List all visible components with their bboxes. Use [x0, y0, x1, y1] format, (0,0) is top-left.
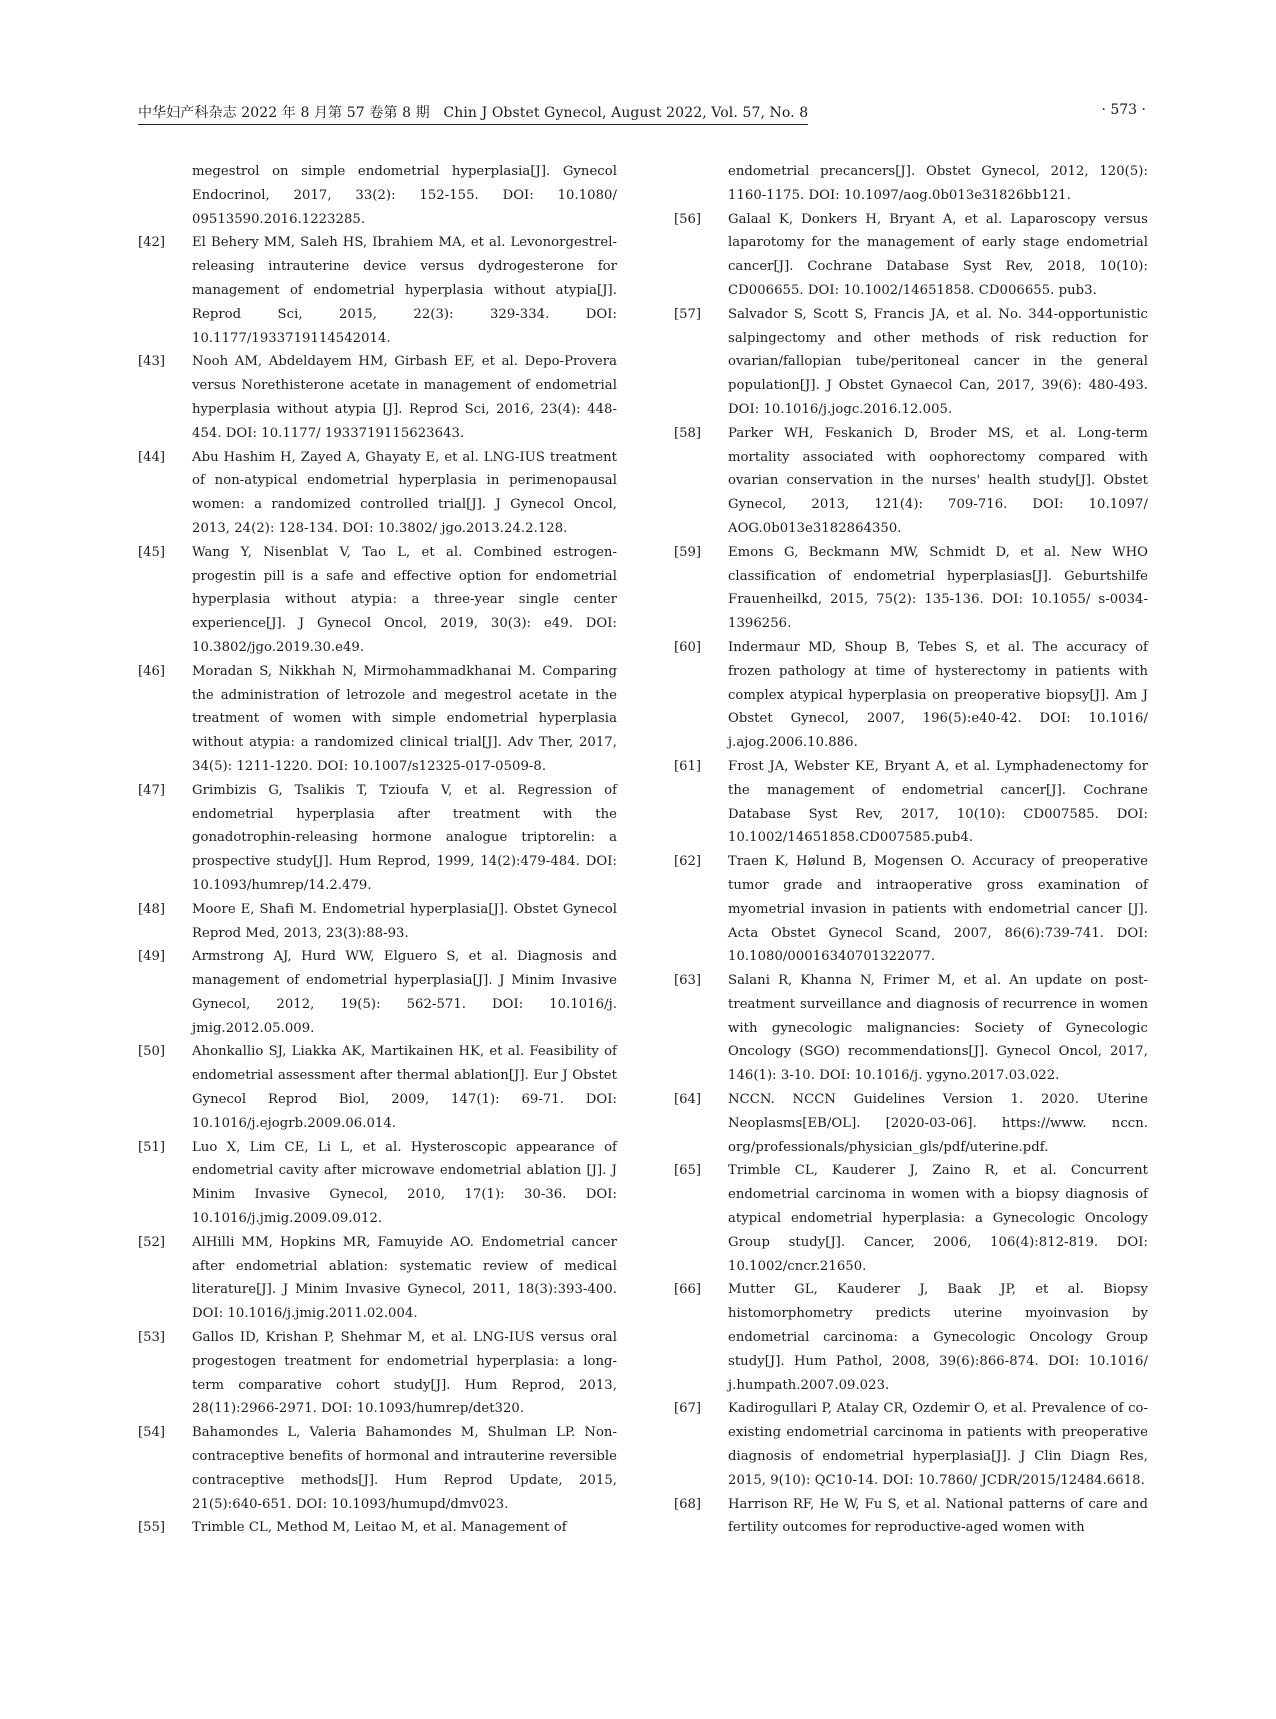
reference-number: [51] [138, 1139, 166, 1155]
reference-text: Moradan S, Nikkhah N, Mirmohammadkhanai M. Comparing the administration of letrozole and megestrol acetate in the treatment of women with simple endometrial hyperplasia without atypia: a randomized clinical trial[J]. Adv Ther, 2017, 34(5): 1211-1220. DOI: 10.1007/s12325-017-0509-8. [192, 663, 617, 774]
reference-number: [52] [138, 1234, 166, 1250]
reference-number: [56] [674, 211, 702, 227]
reference-number: [58] [674, 425, 702, 441]
reference-text: Grimbizis G, Tsalikis T, Tzioufa V, et al. Regression of endometrial hyperplasia after treatment with the gonadotrophin-releasing hormone analogue triptorelin: a prospective study[J]. Hum Reprod, 1999, 14(2):479-484. DOI: 10.1093/humrep/14.2.479. [192, 782, 617, 893]
reference-entry [674, 1493, 1148, 1541]
reference-text: endometrial precancers[J]. Obstet Gynecol, 2012, 120(5): 1160-1175. DOI: 10.1097/aog.0b013e31826bb121. [728, 164, 1148, 203]
reference-entry [138, 541, 617, 660]
reference-entry [138, 1516, 617, 1540]
reference-column-left [138, 160, 617, 1540]
reference-entry [138, 1231, 617, 1326]
reference-entry [138, 446, 617, 541]
reference-number: [45] [138, 544, 166, 560]
reference-entry [674, 541, 1148, 636]
reference-entry [674, 1159, 1148, 1278]
reference-number: [42] [138, 235, 166, 251]
reference-number: [50] [138, 1044, 166, 1060]
reference-number: [64] [674, 1092, 702, 1108]
reference-entry [138, 1326, 617, 1421]
reference-number: [54] [138, 1425, 166, 1441]
reference-entry [674, 1397, 1148, 1492]
reference-entry [138, 779, 617, 898]
reference-number: [55] [138, 1520, 166, 1536]
journal-citation-line [138, 102, 808, 125]
page-number: · 573 · [1101, 102, 1146, 118]
reference-number: [59] [674, 544, 702, 560]
reference-number: [44] [138, 449, 166, 465]
reference-text: Indermaur MD, Shoup B, Tebes S, et al. The accuracy of frozen pathology at time of hysterectomy in patients with complex atypical hyperplasia on preoperative biopsy[J]. Am J Obstet Gynecol, 2007, 196(5):e40-42. DOI: 10.1016/ j.ajog.2006.10.886. [728, 639, 1148, 751]
reference-number: [60] [674, 639, 702, 655]
reference-number: [49] [138, 949, 166, 965]
reference-number: [46] [138, 663, 166, 679]
reference-entry [674, 636, 1148, 755]
reference-text: Armstrong AJ, Hurd WW, Elguero S, et al. Diagnosis and management of endometrial hyperplasia[J]. J Minim Invasive Gynecol, 2012, 19(5): 562-571. DOI: 10.1016/j. jmig.2012.05.009. [192, 949, 617, 1036]
reference-entry [674, 755, 1148, 850]
reference-entry [138, 160, 617, 231]
reference-text: Kadirogullari P, Atalay CR, Ozdemir O, et al. Prevalence of co-existing endometrial carcinoma in patients with preoperative diagnosis of endometrial hyperplasia[J]. J Clin Diagn Res, 2015, 9(10): QC10-14. DOI: 10.7860/ JCDR/2015/12484.6618. [728, 1401, 1148, 1488]
reference-text: Trimble CL, Kauderer J, Zaino R, et al. Concurrent endometrial carcinoma in women with a biopsy diagnosis of atypical endometrial hyperplasia: a Gynecologic Oncology Group study[J]. Cancer, 2006, 106(4):812-819. DOI: 10.1002/cncr.21650. [728, 1163, 1148, 1274]
reference-text: Galaal K, Donkers H, Bryant A, et al. Laparoscopy versus laparotomy for the management of early stage endometrial cancer[J]. Cochrane Database Syst Rev, 2018, 10(10): CD006655. DOI: 10.1002/14651858. CD006655. pub3. [728, 211, 1148, 298]
reference-text: NCCN. NCCN Guidelines Version 1. 2020. Uterine Neoplasms[EB/OL]. [2020-03-06]. https://www. nccn. org/professionals/physician_gls/pdf/uterine.pdf. [728, 1092, 1148, 1155]
reference-number: [62] [674, 854, 702, 870]
reference-text: Salvador S, Scott S, Francis JA, et al. No. 344-opportunistic salpingectomy and other methods of risk reduction for ovarian/fallopian tube/peritoneal cancer in the general population[J]. J Obstet Gynaecol Can, 2017, 39(6): 480-493. DOI: 10.1016/j.jogc.2016.12.005. [728, 306, 1148, 417]
reference-entry [674, 850, 1148, 969]
reference-entry [674, 969, 1148, 1088]
journal-title-cn: 中华妇产科杂志 2022 年 8 月第 57 卷第 8 期 [138, 105, 430, 121]
reference-text: Traen K, Hølund B, Mogensen O. Accuracy of preoperative tumor grade and intraoperative gross examination of myometrial invasion in patients with endometrial cancer [J]. Acta Obstet Gynecol Scand, 2007, 86(6):739-741. DOI: 10.1080/00016340701322077. [728, 854, 1148, 965]
reference-entry [674, 422, 1148, 541]
reference-text: Harrison RF, He W, Fu S, et al. National patterns of care and fertility outcomes for reproductive-aged women with [728, 1496, 1148, 1536]
reference-entry [674, 1278, 1148, 1397]
reference-entry [138, 350, 617, 445]
reference-entry [138, 1136, 617, 1231]
reference-entry [674, 208, 1148, 303]
reference-number: [47] [138, 782, 166, 798]
reference-text: Luo X, Lim CE, Li L, et al. Hysteroscopic appearance of endometrial cavity after microwave endometrial ablation [J]. J Minim Invasive Gynecol, 2010, 17(1): 30-36. DOI: 10.1016/j.jmig.2009.09.012. [192, 1139, 617, 1227]
journal-title-en: Chin J Obstet Gynecol, August 2022, Vol. 57, No. 8 [443, 105, 809, 121]
reference-number: [63] [674, 973, 702, 989]
reference-number: [66] [674, 1282, 702, 1298]
reference-entry [138, 1421, 617, 1516]
reference-text: AlHilli MM, Hopkins MR, Famuyide AO. Endometrial cancer after endometrial ablation: systematic review of medical literature[J]. J Minim Invasive Gynecol, 2011, 18(3):393-400. DOI: 10.1016/j.jmig.2011.02.004. [192, 1234, 617, 1322]
reference-number: [61] [674, 758, 702, 774]
reference-text: megestrol on simple endometrial hyperplasia[J]. Gynecol Endocrinol, 2017, 33(2): 152-155. DOI: 10.1080/ 09513590.2016.1223285. [192, 164, 617, 227]
reference-number: [53] [138, 1330, 166, 1346]
reference-text: Nooh AM, Abdeldayem HM, Girbash EF, et al. Depo-Provera versus Norethisterone acetate in management of endometrial hyperplasia without atypia [J]. Reprod Sci, 2016, 23(4): 448-454. DOI: 10.1177/ 1933719115623643. [192, 354, 617, 441]
reference-entry [138, 1040, 617, 1135]
reference-entry [674, 303, 1148, 422]
reference-text: Gallos ID, Krishan P, Shehmar M, et al. LNG-IUS versus oral progestogen treatment for endometrial hyperplasia: a long-term comparative cohort study[J]. Hum Reprod, 2013, 28(11):2966-2971. DOI: 10.1093/humrep/det320. [192, 1330, 617, 1417]
reference-entry [674, 1088, 1148, 1159]
reference-number: [68] [674, 1496, 702, 1512]
reference-column-right [674, 160, 1148, 1540]
reference-number: [65] [674, 1163, 702, 1179]
reference-text: Wang Y, Nisenblat V, Tao L, et al. Combined estrogen-progestin pill is a safe and effective option for endometrial hyperplasia without atypia: a three-year single center experience[J]. J Gynecol Oncol, 2019, 30(3): e49. DOI: 10.3802/jgo.2019.30.e49. [192, 544, 617, 655]
reference-text: El Behery MM, Saleh HS, Ibrahiem MA, et al. Levonorgestrel-releasing intrauterine device versus dydrogesterone for management of endometrial hyperplasia without atypia[J]. Reprod Sci, 2015, 22(3): 329-334. DOI: 10.1177/1933719114542014. [192, 235, 617, 346]
reference-text: Abu Hashim H, Zayed A, Ghayaty E, et al. LNG-IUS treatment of non-atypical endometrial hyperplasia in perimenopausal women: a randomized controlled trial[J]. J Gynecol Oncol, 2013, 24(2): 128-134. DOI: 10.3802/ jgo.2013.24.2.128. [192, 449, 617, 536]
running-header [138, 102, 1146, 128]
reference-text: Mutter GL, Kauderer J, Baak JP, et al. Biopsy histomorphometry predicts uterine myoinvasion by endometrial carcinoma: a Gynecologic Oncology Group study[J]. Hum Pathol, 2008, 39(6):866-874. DOI: 10.1016/ j.humpath.2007.09.023. [728, 1282, 1148, 1393]
reference-number: [48] [138, 901, 166, 917]
reference-entry [138, 898, 617, 946]
reference-text: Moore E, Shafi M. Endometrial hyperplasia[J]. Obstet Gynecol Reprod Med, 2013, 23(3):88-93. [192, 901, 617, 941]
reference-text: Emons G, Beckmann MW, Schmidt D, et al. New WHO classification of endometrial hyperplasias[J]. Geburtshilfe Frauenheilkd, 2015, 75(2): 135-136. DOI: 10.1055/ s-0034-1396256. [728, 544, 1148, 632]
reference-entry [138, 231, 617, 350]
reference-number: [67] [674, 1401, 702, 1417]
reference-text: Bahamondes L, Valeria Bahamondes M, Shulman LP. Non-contraceptive benefits of hormonal and intrauterine reversible contraceptive methods[J]. Hum Reprod Update, 2015, 21(5):640-651. DOI: 10.1093/humupd/dmv023. [192, 1425, 617, 1512]
reference-entry [674, 160, 1148, 208]
reference-text: Parker WH, Feskanich D, Broder MS, et al. Long-term mortality associated with oophorectomy compared with ovarian conservation in the nurses' health study[J]. Obstet Gynecol, 2013, 121(4): 709-716. DOI: 10.1097/ AOG.0b013e3182864350. [728, 425, 1148, 536]
reference-text: Salani R, Khanna N, Frimer M, et al. An update on post-treatment surveillance and diagnosis of recurrence in women with gynecologic malignancies: Society of Gynecologic Oncology (SGO) recommendations[J]. Gynecol Oncol, 2017, 146(1): 3-10. DOI: 10.1016/j. ygyno.2017.03.022. [728, 973, 1148, 1084]
reference-text: Ahonkallio SJ, Liakka AK, Martikainen HK, et al. Feasibility of endometrial assessment after thermal ablation[J]. Eur J Obstet Gynecol Reprod Biol, 2009, 147(1): 69-71. DOI: 10.1016/j.ejogrb.2009.06.014. [192, 1044, 617, 1131]
reference-number: [57] [674, 306, 702, 322]
reference-entry [138, 945, 617, 1040]
reference-text: Trimble CL, Method M, Leitao M, et al. Management of [192, 1520, 567, 1536]
reference-entry [138, 660, 617, 779]
reference-number: [43] [138, 354, 166, 370]
reference-text: Frost JA, Webster KE, Bryant A, et al. Lymphadenectomy for the management of endometrial cancer[J]. Cochrane Database Syst Rev, 2017, 10(10): CD007585. DOI: 10.1002/14651858.CD007585.pub4. [728, 758, 1148, 846]
